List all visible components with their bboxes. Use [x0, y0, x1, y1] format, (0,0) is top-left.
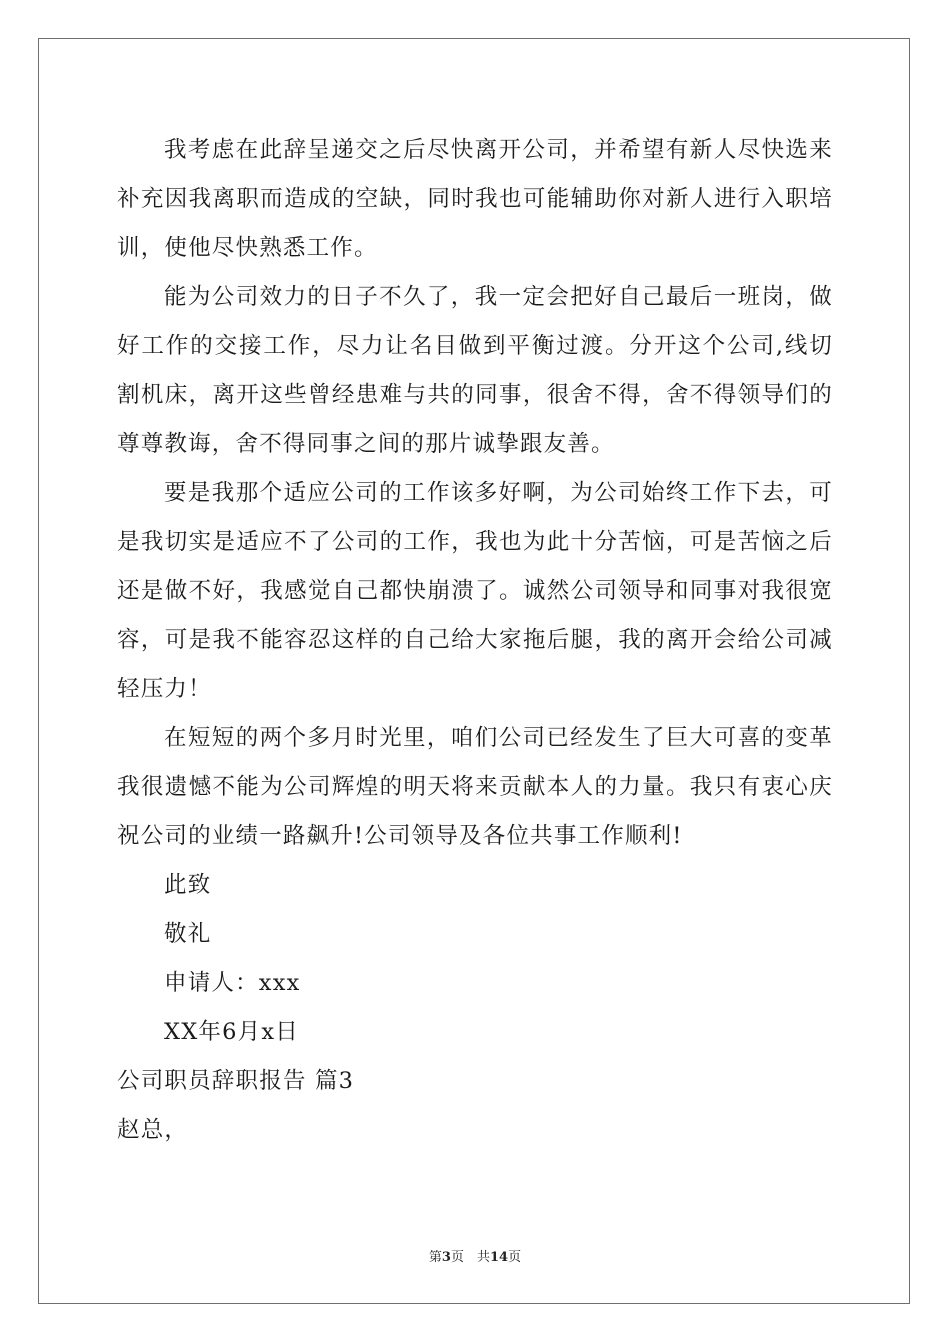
footer-suffix: 页: [508, 1250, 522, 1265]
footer-middle: 页 共: [450, 1250, 490, 1265]
salutation: 赵总，: [117, 1117, 189, 1143]
section-title: 公司职员辞职报告 篇3: [117, 1068, 355, 1094]
paragraph: 我考虑在此辞呈递交之后尽快离开公司，并希望有新人尽快选来补充因我离职而造成的空缺，同时我也可能辅助你对新人进行入职培训，使他尽快熟悉工作。: [117, 137, 833, 261]
footer-page-number: 3: [441, 1250, 451, 1265]
paragraph: 在短短的两个多月时光里，咱们公司已经发生了巨大可喜的变革我很遗憾不能为公司辉煌的明天将来贡献本人的力量。我只有衷心庆祝公司的业绩一路飙升!公司领导及各位共事工作顺利!: [117, 725, 833, 849]
closing-line-1: 此致: [164, 872, 212, 898]
page-footer: [0, 1246, 950, 1265]
footer-total-pages: 14: [489, 1250, 509, 1265]
closing-line-2: 敬礼: [164, 921, 212, 947]
document-body: [117, 126, 833, 1155]
paragraph: 能为公司效力的日子不久了，我一定会把好自己最后一班岗，做好工作的交接工作，尽力让名目做到平衡过渡。分开这个公司,线切割机床，离开这些曾经患难与共的同事，很舍不得，舍不得领导们的尊尊教诲，舍不得同事之间的那片诚挚跟友善。: [117, 284, 833, 457]
footer-prefix: 第: [428, 1250, 442, 1265]
applicant-line: 申请人：xxx: [164, 970, 301, 996]
paragraph: 要是我那个适应公司的工作该多好啊，为公司始终工作下去，可是我切实是适应不了公司的工作，我也为此十分苦恼，可是苦恼之后还是做不好，我感觉自己都快崩溃了。诚然公司领导和同事对我很宽容，可是我不能容忍这样的自己给大家拖后腿，我的离开会给公司减轻压力！: [117, 480, 833, 702]
date-line: XX年6月x日: [164, 1019, 299, 1045]
